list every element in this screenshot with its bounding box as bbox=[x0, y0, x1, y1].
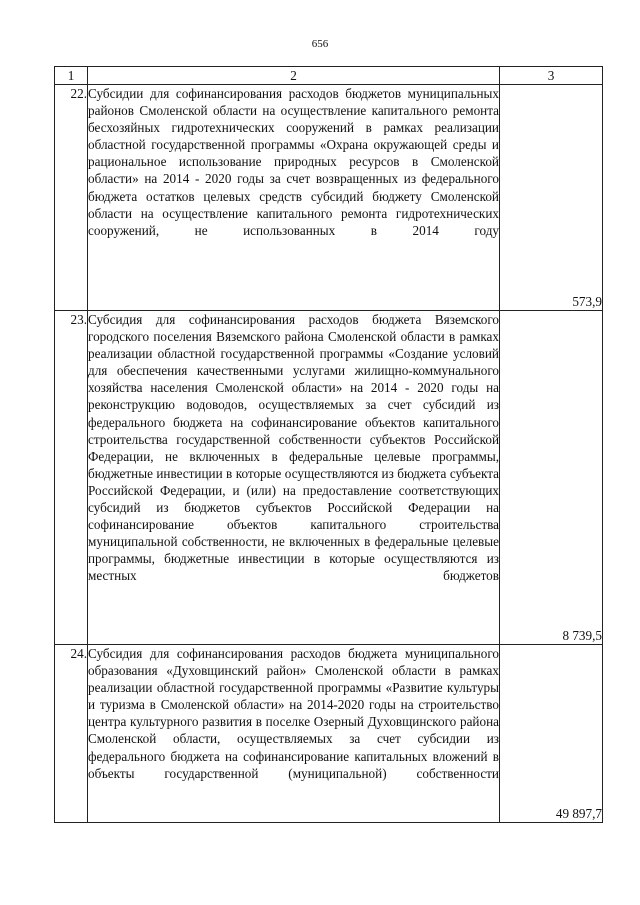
row-number: 23. bbox=[55, 311, 88, 645]
page-number: 656 bbox=[311, 38, 329, 50]
table-row bbox=[55, 311, 603, 645]
row-amount: 49 897,7 bbox=[500, 645, 603, 823]
column-header-1: 1 bbox=[55, 67, 88, 85]
row-description: Субсидия для софинансирования расходов бюджета муниципального образования «Духовщинский район» Смоленской области в рамках реализации областной государственной программы «Развитие культуры и туризма в Смоленской области» на 2014-2020 годы на строительство центра культурного развития в поселке Озерный Духовщинского района Смоленской области, осуществляемых за счет субсидии из федерального бюджета на софинансирование капитальных вложений в объекты государственной (муниципальной) собственности bbox=[88, 645, 500, 823]
subsidy-table bbox=[54, 66, 603, 823]
table-row bbox=[55, 85, 603, 311]
table-row bbox=[55, 645, 603, 823]
column-header-3: 3 bbox=[500, 67, 603, 85]
row-number: 24. bbox=[55, 645, 88, 823]
row-description: Субсидии для софинансирования расходов бюджетов муниципальных районов Смоленской области на осуществление капитального ремонта бесхозяйных гидротехнических сооружений в рамках реализации областной государственной программы «Охрана окружающей среды и рациональное использование природных ресурсов в Смоленской области» на 2014 - 2020 годы за счет возвращенных из федерального бюджета остатков целевых средств субсидий бюджету Смоленской области на осуществление капитального ремонта гидротехнических сооружений, не использованных в 2014 году bbox=[88, 85, 500, 311]
row-amount: 573,9 bbox=[500, 85, 603, 311]
row-number: 22. bbox=[55, 85, 88, 311]
row-amount: 8 739,5 bbox=[500, 311, 603, 645]
column-header-2: 2 bbox=[88, 67, 500, 85]
table-header-row bbox=[55, 67, 603, 85]
row-description: Субсидия для софинансирования расходов бюджета Вяземского городского поселения Вяземского района Смоленской области в рамках реализации областной государственной программы «Создание условий для обеспечения качественными услугами жилищно-коммунального хозяйства населения Смоленской области» на 2014 - 2020 годы на реконструкцию водоводов, осуществляемых за счет субсидий из федерального бюджета на софинансирование объектов капитального строительства государственной собственности субъектов Российской Федерации, не включенных в федеральные целевые программы, бюджетные инвестиции в которые осуществляются из бюджета субъекта Российской Федерации, и (или) на предоставление соответствующих субсидий из бюджетов субъектов Российской Федерации на софинансирование объектов капитального строительства муниципальной собственности, не включенных в федеральные целевые программы, бюджетные инвестиции в которые осуществляются из местных бюджетов bbox=[88, 311, 500, 645]
